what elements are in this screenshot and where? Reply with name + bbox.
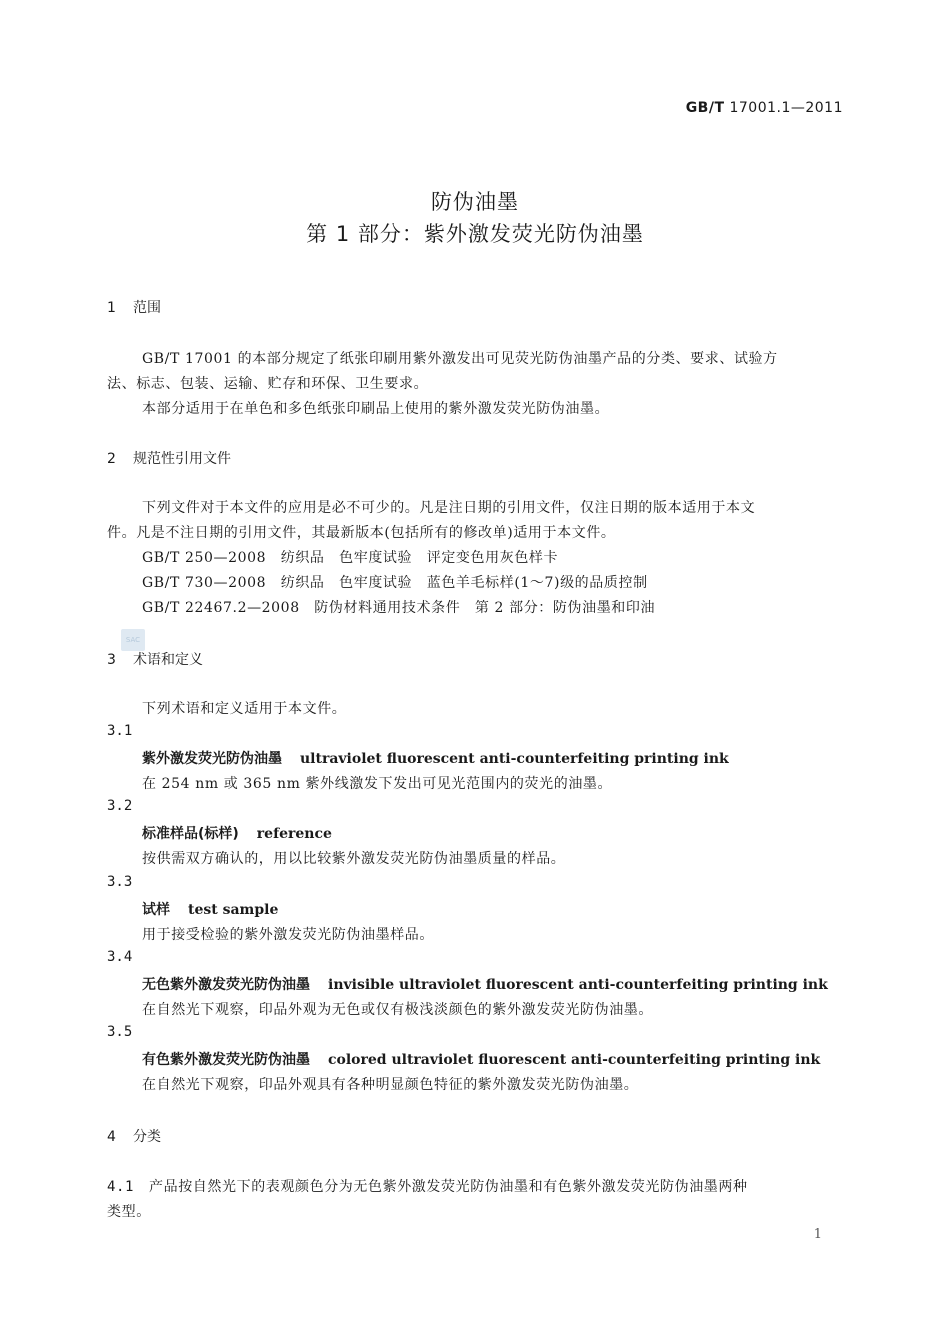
reference-item: GB/T 250—2008 纺织品 色牢度试验 评定变色用灰色样卡 bbox=[142, 550, 559, 566]
section-title: 分类 bbox=[133, 1129, 161, 1145]
section-number: 1 bbox=[107, 300, 116, 316]
section-number: 4 bbox=[107, 1129, 116, 1145]
sac-watermark: SAC bbox=[121, 629, 145, 651]
term-number: 3.4 bbox=[107, 949, 133, 965]
term-number: 3.5 bbox=[107, 1024, 133, 1040]
paragraph: 件。凡是不注日期的引用文件，其最新版本(包括所有的修改单)适用于本文件。 bbox=[107, 525, 616, 541]
term-en: colored ultraviolet fluorescent anti-counterfeiting printing ink bbox=[328, 1052, 821, 1068]
document-title: 防伪油墨 bbox=[431, 190, 519, 214]
term-en: test sample bbox=[188, 902, 279, 918]
term-cn: 紫外激发荧光防伪油墨 bbox=[142, 751, 282, 767]
section-number: 3 bbox=[107, 652, 116, 668]
term-definition: 在 254 nm 或 365 nm 紫外线激发下发出可见光范围内的荧光的油墨。 bbox=[142, 776, 613, 792]
term-en: reference bbox=[256, 826, 332, 842]
standard-number bbox=[686, 100, 843, 116]
section-heading-4 bbox=[107, 1126, 161, 1146]
section-title: 范围 bbox=[133, 300, 161, 316]
reference-item: GB/T 730—2008 纺织品 色牢度试验 蓝色羊毛标样(1～7)级的品质控制 bbox=[142, 575, 648, 591]
page-number: 1 bbox=[813, 1227, 822, 1242]
paragraph: 类型。 bbox=[107, 1204, 151, 1220]
section-number: 2 bbox=[107, 451, 116, 467]
paragraph: 本部分适用于在单色和多色纸张印刷品上使用的紫外激发荧光防伪油墨。 bbox=[142, 401, 610, 417]
reference-item: GB/T 22467.2—2008 防伪材料通用技术条件 第 2 部分：防伪油墨和印油 bbox=[142, 600, 656, 616]
paragraph: 下列术语和定义适用于本文件。 bbox=[142, 701, 347, 717]
document-subtitle: 第 1 部分：紫外激发荧光防伪油墨 bbox=[306, 222, 644, 246]
term-definition: 用于接受检验的紫外激发荧光防伪油墨样品。 bbox=[142, 927, 434, 943]
term-number: 3.3 bbox=[107, 874, 133, 890]
standard-code: 17001.1—2011 bbox=[729, 100, 843, 116]
standard-prefix: GB/T bbox=[685, 100, 725, 116]
term-cn: 标准样品(标样) bbox=[142, 826, 239, 842]
term-cn: 有色紫外激发荧光防伪油墨 bbox=[142, 1052, 310, 1068]
paragraph: GB/T 17001 的本部分规定了纸张印刷用紫外激发出可见荧光防伪油墨产品的分类、要求、试验方 bbox=[142, 351, 778, 367]
section-heading-2 bbox=[107, 448, 231, 468]
term-number: 3.1 bbox=[107, 723, 133, 739]
term-en: invisible ultraviolet fluorescent anti-counterfeiting printing ink bbox=[328, 977, 828, 993]
term-definition: 在自然光下观察，印品外观具有各种明显颜色特征的紫外激发荧光防伪油墨。 bbox=[142, 1077, 639, 1093]
term-title bbox=[142, 974, 828, 994]
clause-number: 4.1 bbox=[107, 1179, 135, 1195]
paragraph: 法、标志、包装、运输、贮存和环保、卫生要求。 bbox=[107, 376, 429, 392]
term-cn: 试样 bbox=[142, 902, 170, 918]
term-title bbox=[142, 899, 278, 919]
term-title bbox=[142, 823, 332, 843]
term-definition: 按供需双方确认的，用以比较紫外激发荧光防伪油墨质量的样品。 bbox=[142, 851, 566, 867]
section-title: 规范性引用文件 bbox=[133, 451, 231, 467]
paragraph bbox=[107, 1176, 748, 1196]
term-cn: 无色紫外激发荧光防伪油墨 bbox=[142, 977, 310, 993]
term-number: 3.2 bbox=[107, 798, 133, 814]
term-title bbox=[142, 1049, 820, 1069]
paragraph: 下列文件对于本文件的应用是必不可少的。凡是注日期的引用文件，仅注日期的版本适用于本文 bbox=[142, 500, 756, 516]
section-heading-3 bbox=[107, 649, 203, 669]
section-title: 术语和定义 bbox=[133, 652, 203, 668]
term-title bbox=[142, 748, 729, 768]
term-en: ultraviolet fluorescent anti-counterfeiting printing ink bbox=[300, 751, 729, 767]
clause-text: 产品按自然光下的表观颜色分为无色紫外激发荧光防伪油墨和有色紫外激发荧光防伪油墨两种 bbox=[149, 1179, 748, 1195]
term-definition: 在自然光下观察，印品外观为无色或仅有极浅淡颜色的紫外激发荧光防伪油墨。 bbox=[142, 1002, 653, 1018]
section-heading-1 bbox=[107, 297, 161, 317]
